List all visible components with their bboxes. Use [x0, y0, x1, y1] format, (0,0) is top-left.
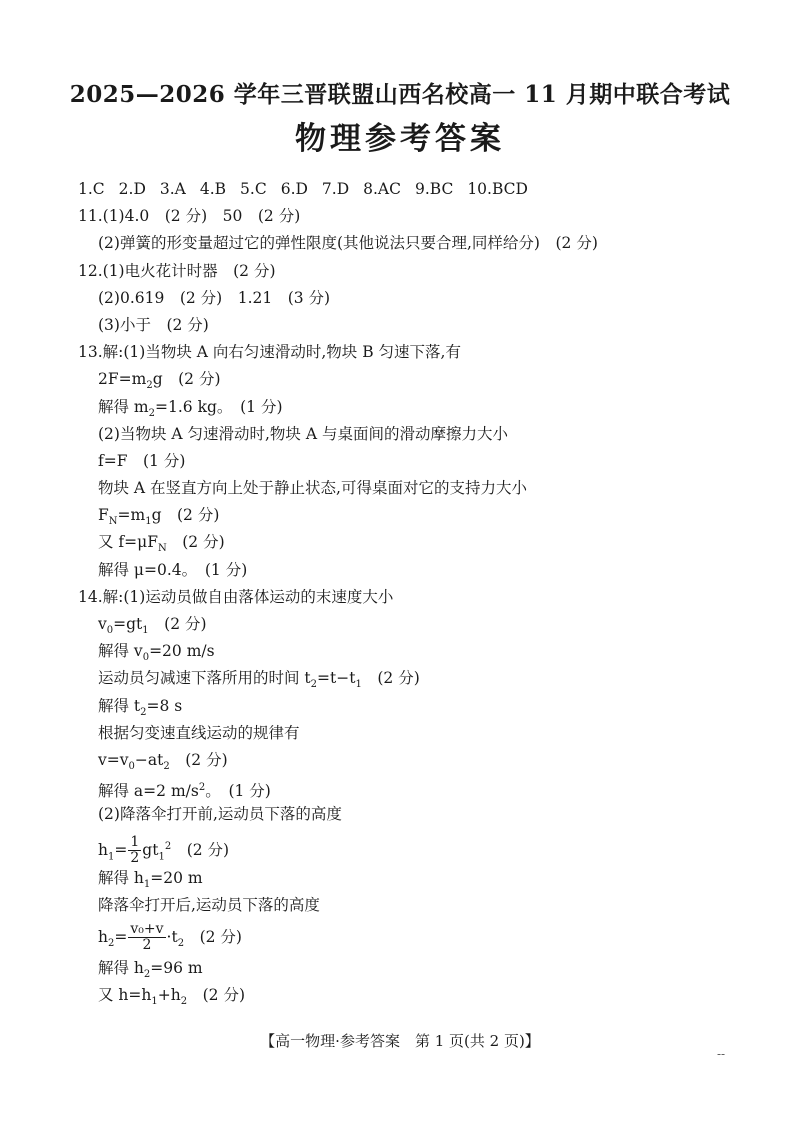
q13-line-3: 解得 $m_2=1.6$ kg。 (1 分) [98, 397, 283, 419]
q14-line-5: 解得 $t_2=8$ s [98, 696, 183, 718]
q13-line-4: (2)当物块 A 匀速滑动时,物块 A 与桌面间的滑动摩擦力大小 [98, 424, 508, 443]
q11-line-2: (2)弹簧的形变量超过它的弹性限度(其他说法只要合理,同样给分) (2 分) [98, 234, 598, 253]
q12-line-2: (2)0.619 (2 分) 1.21 (3 分) [98, 288, 331, 307]
q13-line-9: 解得 μ=0.4。 (1 分) [98, 560, 248, 579]
q14-line-3: 解得 $v_0=20$ m/s [98, 642, 215, 664]
q14-line-15: 又 $h=h_1+h_2$ (2 分) [98, 986, 246, 1008]
answer-body [78, 176, 758, 1009]
q13-line-6: 物块 A 在竖直方向上处于静止状态,可得桌面对它的支持力大小 [98, 479, 527, 498]
q14-line-10: $h_1=$ $\frac{1}{2}$ $gt_1^2$ (2 分) [98, 834, 230, 867]
choice-answers [78, 176, 758, 203]
exam-title: 2025—2026 学年三晋联盟山西名校高一 11 月期中联合考试 [69, 81, 731, 108]
choice-answer: 9.BC [414, 180, 454, 198]
q13-line-2: $2F=m_2g$ (2 分) [98, 370, 221, 392]
choice-answer: 7.D [321, 180, 350, 198]
q14-line-6: 根据匀变速直线运动的规律有 [98, 723, 300, 742]
q14-line-8: 解得 a=2 $m/s^2$。 (1 分) [98, 782, 271, 801]
q12-line-1: 12.(1)电火花计时器 (2 分) [78, 261, 276, 280]
choice-answer: 10.BCD [467, 180, 528, 198]
q12-line-3: (3)小于 (2 分) [98, 315, 209, 334]
choice-answer: 1.C [78, 180, 105, 198]
choice-answer: 3.A [159, 180, 186, 198]
q14-line-7: $v=v_0-at_2$ (2 分) [98, 750, 228, 773]
choice-answer: 2.D [118, 180, 146, 198]
q14-line-1: 14.解:(1)运动员做自由落体运动的末速度大小 [78, 587, 394, 606]
q14-line-4: 运动员匀减速下落所用的时间 $t_2=t-t_1$ (2 分) [98, 669, 420, 691]
choice-answer: 4.B [199, 180, 227, 198]
q14-line-11: 解得 $h_1=20$ m [98, 868, 203, 890]
q13-line-8: 又 $f=\mu F_N$ (2 分) [98, 533, 225, 555]
page-title: 物理参考答案 [295, 121, 505, 157]
corner-mark: -- [717, 1047, 726, 1061]
choice-answer: 8.AC [363, 180, 401, 198]
q11-line-1: 11.(1)4.0 (2 分) 50 (2 分) [78, 207, 301, 226]
q13-line-7: $F_N=m_1g$ (2 分) [98, 506, 220, 528]
fraction-average-velocity: $\frac{\text{v₀+v}}{2}$ [130, 921, 164, 954]
q13-line-1: 13.解:(1)当物块 A 向右匀速滑动时,物块 B 匀速下落,有 [78, 343, 461, 362]
q14-line-9: (2)降落伞打开前,运动员下落的高度 [98, 805, 342, 824]
choice-answer: 5.C [240, 180, 267, 198]
q14-line-12: 降落伞打开后,运动员下落的高度 [98, 895, 320, 914]
q14-line-14: 解得 $h_2=96$ m [98, 958, 203, 980]
q14-line-13: $h_2=$ $\frac{\text{v₀+v}}{2}$ $\cdot t_2$ (2 分) [98, 921, 242, 954]
fraction-one-half: $\frac{1}{2}$ [130, 834, 140, 867]
choice-answer: 6.D [280, 180, 308, 198]
page-footer: 【高一物理·参考答案 第 1 页(共 2 页)】 [260, 1032, 540, 1050]
q14-line-2: $v_0=gt_1$ (2 分) [98, 615, 207, 637]
q13-line-5: f=F (1 分) [98, 451, 186, 470]
